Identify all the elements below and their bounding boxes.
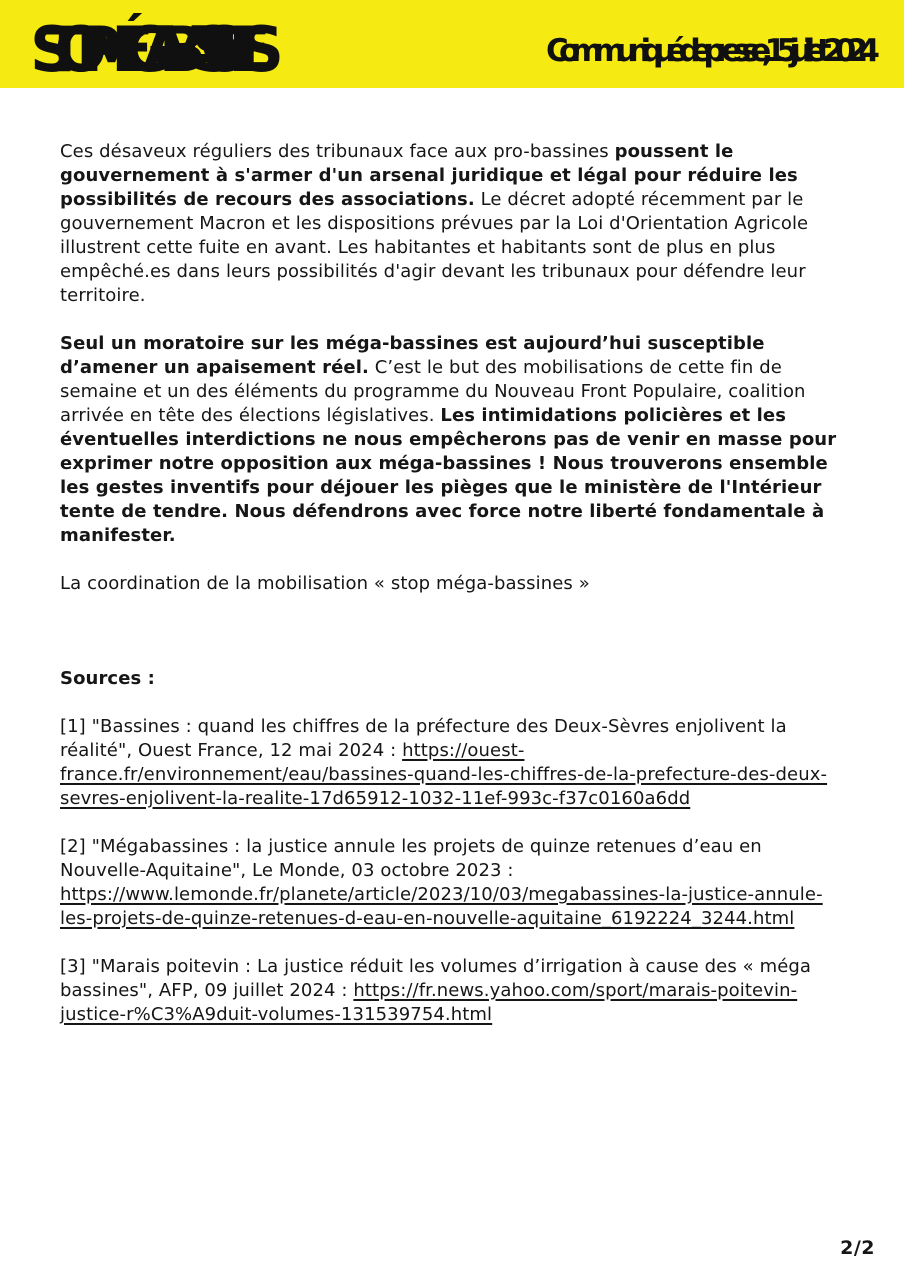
page-number: 2/2	[840, 1237, 875, 1259]
source-3-citation: [3] "Marais poitevin : La justice réduit les volumes d’irrigation à cause des « méga bassines", AFP, 09 juillet 2024 :	[60, 956, 812, 1001]
paragraph-2-bold-2: Les intimidations policières et les éventuelles interdictions ne nous empêcherons pas de venir en masse pour exprimer notre opposition aux méga-bassines ! Nous trouverons ensemble les gestes inventifs pour déjouer les pièges que le ministère de l'Intérieur tente de tendre. Nous défendrons avec force notre liberté fondamentale à manifester.	[60, 405, 837, 546]
paragraph-1-bold: poussent le gouvernement à s'armer d'un arsenal juridique et légal pour réduire les possibilités de recours des associations.	[60, 141, 798, 210]
source-1-citation: [1] "Bassines : quand les chiffres de la préfecture des Deux-Sèvres enjolivent la réalité", Ouest France, 12 mai 2024 :	[60, 716, 787, 761]
doc-title	[546, 0, 882, 88]
paragraph-1	[60, 140, 848, 308]
document-body	[0, 88, 904, 1051]
masthead	[0, 0, 904, 88]
doc-title-text: Communiqué de presse, 15 juillet 2024	[546, 33, 880, 69]
source-2-link[interactable]: https://www.lemonde.fr/planete/article/2023/10/03/megabassines-la-justice-annule-les-projets-de-quinze-retenues-d-eau-en-nouvelle-aquitaine_6192224_3244.html	[60, 884, 823, 929]
paragraph-1-text-2: Le décret adopté récemment par le gouvernement Macron et les dispositions prévues par la Loi d'Orientation Agricole illustrent cette fuite en avant. Les habitantes et habitants sont de plus en plus empêché.es dans leurs possibilités d'agir devant les tribunaux pour défendre leur territoire.	[60, 189, 809, 306]
brand-logo	[30, 0, 300, 88]
source-3-link[interactable]: https://fr.news.yahoo.com/sport/marais-poitevin-justice-r%C3%A9duit-volumes-131539754.html	[60, 980, 798, 1025]
paragraph-2-text: C’est le but des mobilisations de cette fin de semaine et un des éléments du programme du Nouveau Front Populaire, coalition arrivée en tête des élections législatives.	[60, 357, 806, 426]
source-2-citation: [2] "Mégabassines : la justice annule les projets de quinze retenues d’eau en Nouvelle-Aquitaine", Le Monde, 03 octobre 2023 :	[60, 836, 762, 881]
brand-logo-text: STOP MÉGABASSINES	[30, 13, 284, 86]
signature-line: La coordination de la mobilisation « stop méga-bassines »	[60, 573, 590, 594]
source-item-3	[60, 955, 848, 1027]
sources-heading: Sources :	[60, 668, 155, 689]
source-1-link[interactable]: https://ouest-france.fr/environnement/eau/bassines-quand-les-chiffres-de-la-prefecture-des-deux-sevres-enjolivent-la-realite-17d65912-1032-11ef-993c-f37c0160a6dd	[60, 740, 828, 809]
paragraph-2	[60, 332, 848, 548]
source-item-1	[60, 715, 848, 811]
source-item-2	[60, 835, 848, 931]
paragraph-1-text: Ces désaveux réguliers des tribunaux face aux pro-bassines	[60, 141, 615, 162]
paragraph-2-bold: Seul un moratoire sur les méga-bassines est aujourd’hui susceptible d’amener un apaisement réel.	[60, 333, 765, 378]
